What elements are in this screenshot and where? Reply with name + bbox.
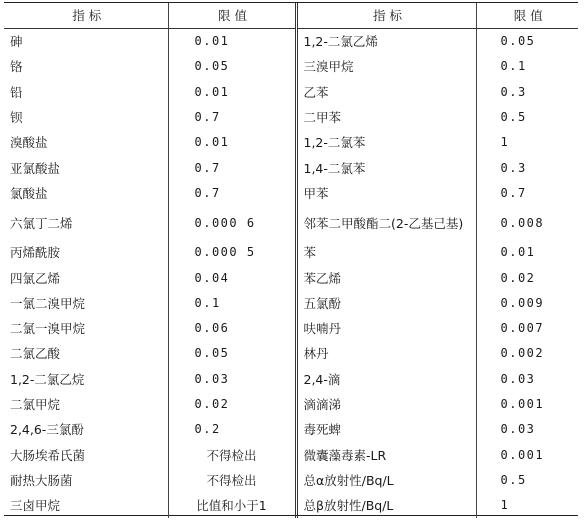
left-indicator-cell: 二氯乙酸 <box>4 341 168 366</box>
right-indicator-cell: 1,4-二氯苯 <box>296 155 476 180</box>
left-limit-cell: 0.01 <box>168 29 296 55</box>
left-indicator-cell: 钡 <box>4 105 168 130</box>
right-indicator-cell: 三溴甲烷 <box>296 54 476 79</box>
right-indicator-cell: 林丹 <box>296 341 476 366</box>
right-indicator-cell: 2,4-滴 <box>296 367 476 392</box>
right-indicator-cell: 1,2-二氯乙烯 <box>296 29 476 55</box>
table-body <box>4 29 578 519</box>
left-indicator-cell: 铅 <box>4 80 168 105</box>
left-limit-cell: 0.04 <box>168 265 296 290</box>
right-indicator-cell: 呋喃丹 <box>296 316 476 341</box>
right-indicator-cell: 苯 <box>296 240 476 265</box>
left-indicator-cell: 氯酸盐 <box>4 181 168 206</box>
left-limit-cell: 0.000 5 <box>168 240 296 265</box>
table-row <box>4 80 578 105</box>
right-limit-cell: 0.008 <box>476 206 578 240</box>
left-indicator-cell: 一氯二溴甲烷 <box>4 291 168 316</box>
left-limit-cell: 比值和小于1 <box>168 493 296 518</box>
right-limit-cell: 0.007 <box>476 316 578 341</box>
right-limit-cell: 0.03 <box>476 367 578 392</box>
left-indicator-cell: 二氯一溴甲烷 <box>4 316 168 341</box>
table-row <box>4 468 578 493</box>
table-row <box>4 341 578 366</box>
left-indicator-cell: 2,4,6-三氯酚 <box>4 417 168 442</box>
right-indicator-cell: 总α放射性/Bq/L <box>296 468 476 493</box>
table-row <box>4 105 578 130</box>
left-indicator-cell: 1,2-二氯乙烷 <box>4 367 168 392</box>
right-indicator-cell: 毒死蜱 <box>296 417 476 442</box>
right-indicator-text: 邻苯二甲酸酯二(2-乙基己基) <box>303 215 464 231</box>
left-indicator-cell: 铬 <box>4 54 168 79</box>
right-limit-cell: 0.03 <box>476 417 578 442</box>
left-limit-cell: 0.7 <box>168 155 296 180</box>
left-limit-cell: 0.02 <box>168 392 296 417</box>
right-limit-cell: 0.02 <box>476 265 578 290</box>
left-limit-cell: 0.01 <box>168 80 296 105</box>
right-indicator-cell: 微囊藻毒素-LR <box>296 442 476 467</box>
table-row <box>4 417 578 442</box>
left-indicator-cell: 二氯甲烷 <box>4 392 168 417</box>
table-row <box>4 265 578 290</box>
right-limit-cell: 0.009 <box>476 291 578 316</box>
right-indicator-cell: 乙苯 <box>296 80 476 105</box>
table-row <box>4 291 578 316</box>
left-limit-cell: 0.05 <box>168 54 296 79</box>
right-limit-cell: 0.3 <box>476 155 578 180</box>
table-row <box>4 206 578 240</box>
right-limit-cell: 0.1 <box>476 54 578 79</box>
right-limit-cell: 0.5 <box>476 105 578 130</box>
table-row <box>4 316 578 341</box>
left-limit-cell: 0.05 <box>168 341 296 366</box>
right-indicator-cell: 1,2-二氯苯 <box>296 130 476 155</box>
left-limit-cell: 0.03 <box>168 367 296 392</box>
right-limit-cell: 0.5 <box>476 468 578 493</box>
right-indicator-cell: 苯乙烯 <box>296 265 476 290</box>
right-limit-cell: 0.002 <box>476 341 578 366</box>
right-limit-cell: 0.001 <box>476 392 578 417</box>
left-indicator-cell: 丙烯酰胺 <box>4 240 168 265</box>
right-indicator-cell: 五氯酚 <box>296 291 476 316</box>
table-row <box>4 493 578 518</box>
left-indicator-cell: 四氯乙烯 <box>4 265 168 290</box>
left-limit-cell: 0.06 <box>168 316 296 341</box>
left-indicator-cell: 三卤甲烷 <box>4 493 168 518</box>
table-row <box>4 155 578 180</box>
table-header-row <box>4 3 578 29</box>
right-limit-cell: 0.01 <box>476 240 578 265</box>
table-row <box>4 29 578 55</box>
left-limit-cell: 0.7 <box>168 181 296 206</box>
standards-table-container <box>4 2 578 516</box>
left-indicator-cell: 亚氯酸盐 <box>4 155 168 180</box>
left-indicator-cell: 耐热大肠菌 <box>4 468 168 493</box>
table-row <box>4 392 578 417</box>
left-limit-cell: 0.01 <box>168 130 296 155</box>
right-indicator-cell <box>296 206 476 240</box>
left-limit-cell: 不得检出 <box>168 442 296 467</box>
right-indicator-cell: 总β放射性/Bq/L <box>296 493 476 518</box>
left-limit-cell: 0.2 <box>168 417 296 442</box>
table-row <box>4 367 578 392</box>
header-indicator-right: 指标 <box>296 3 476 29</box>
left-indicator-cell: 溴酸盐 <box>4 130 168 155</box>
table-row <box>4 240 578 265</box>
right-limit-cell: 0.7 <box>476 181 578 206</box>
left-limit-cell: 0.1 <box>168 291 296 316</box>
left-limit-cell: 0.7 <box>168 105 296 130</box>
left-indicator-cell: 六氯丁二烯 <box>4 206 168 240</box>
left-limit-cell: 不得检出 <box>168 468 296 493</box>
table-row <box>4 130 578 155</box>
left-indicator-cell: 大肠埃希氏菌 <box>4 442 168 467</box>
right-indicator-cell: 甲苯 <box>296 181 476 206</box>
water-quality-limits-table <box>4 3 578 518</box>
table-row <box>4 54 578 79</box>
right-indicator-cell: 滴滴涕 <box>296 392 476 417</box>
right-indicator-cell: 二甲苯 <box>296 105 476 130</box>
table-row <box>4 181 578 206</box>
left-limit-cell: 0.000 6 <box>168 206 296 240</box>
right-limit-cell: 1 <box>476 493 578 518</box>
right-limit-cell: 0.3 <box>476 80 578 105</box>
right-limit-cell: 0.001 <box>476 442 578 467</box>
table-row <box>4 442 578 467</box>
header-limit-right: 限值 <box>476 3 578 29</box>
left-indicator-cell: 砷 <box>4 29 168 55</box>
header-indicator-left: 指标 <box>4 3 168 29</box>
right-limit-cell: 1 <box>476 130 578 155</box>
header-limit-left: 限值 <box>168 3 296 29</box>
right-limit-cell: 0.05 <box>476 29 578 55</box>
